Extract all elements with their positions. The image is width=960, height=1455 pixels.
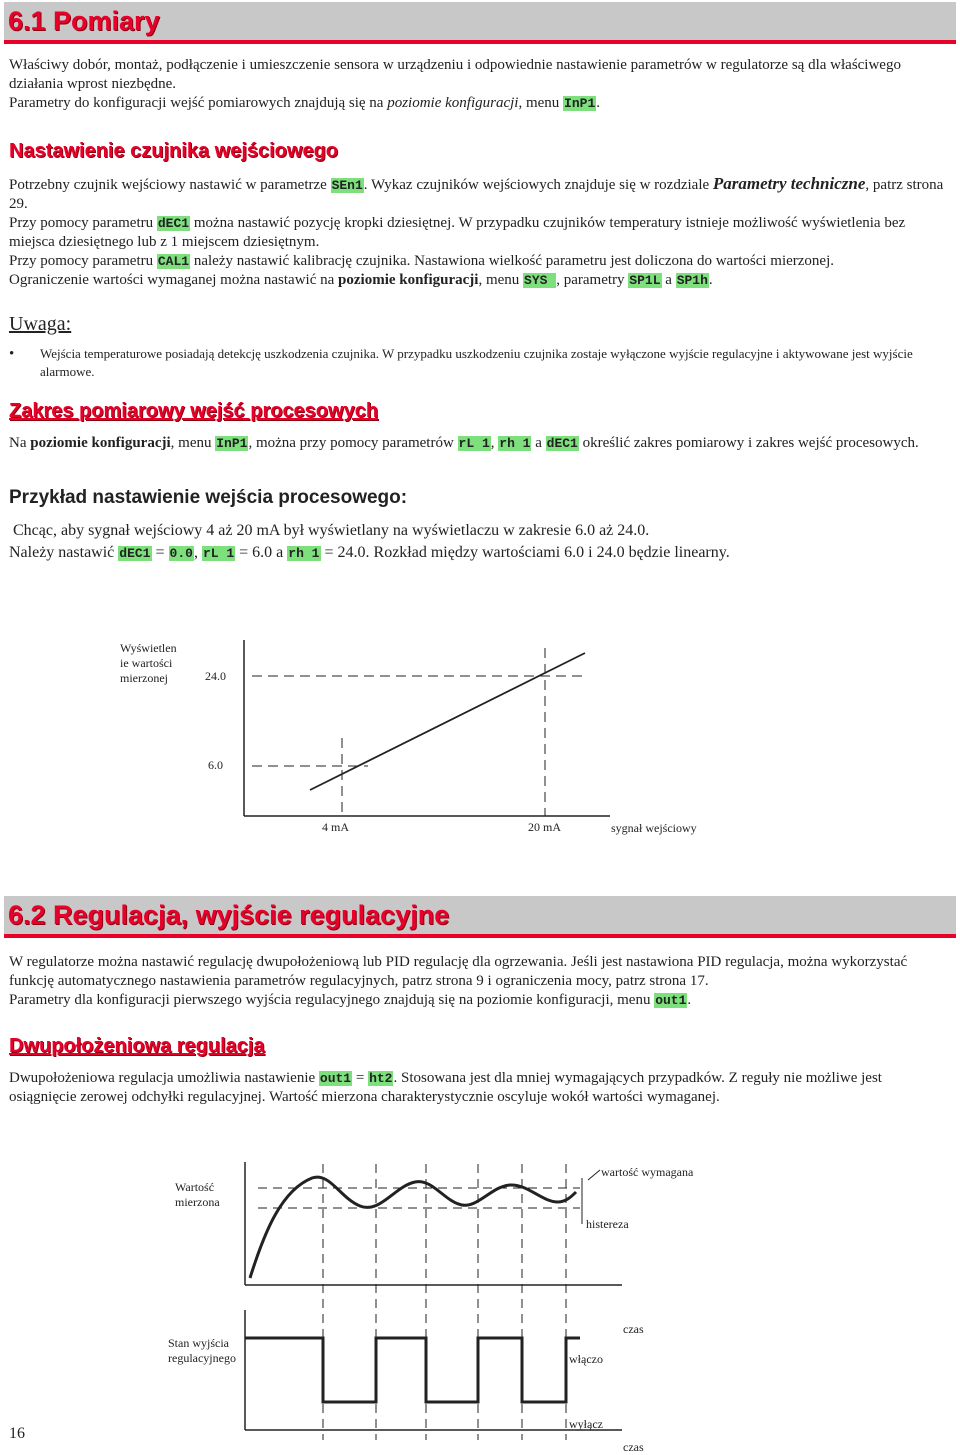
regulation-text: W regulatorze można nastawić regulację dwupołożeniową lub PID regulację dla ogrzewania. Jeśli jest nastawiona PID regulacja, można wykorzystać funkcję automatycznego nastawienia parametrów regulacyjnych, patrz strona 9 i ograniczenia mocy, patrz strona 17. [9,954,908,989]
sensor-text: , patrz strona 29. [9,177,944,212]
x-tick-low: 4 mA [322,820,349,834]
regulation-text: . [687,992,692,1008]
example-text: Chcąc, aby sygnał wejściowy 4 aż 20 mA był wyświetlany na wyświetlaczu w zakresie 6.0 aż 24.0. [13,522,650,539]
example-heading: Przykład nastawienie wejścia procesowego: [9,487,408,508]
param-code: rL 1 [202,546,235,561]
process-heading: Zakres pomiarowy wejść procesowych [9,400,379,422]
setpoint-label: wartość wymagana [601,1165,694,1179]
bullet-icon: • [9,346,15,362]
output-state-signal [245,1338,580,1402]
example-text: Należy nastawić [9,544,119,561]
intro-text-3: , menu [518,95,564,111]
example-text: = [151,544,169,561]
param-code: SYS [524,273,556,288]
example-text: = 24.0. Rozkład między wartościami 6.0 i 24.0 będzie linearny. [320,544,730,561]
sensor-text: Przy pomocy parametru [9,253,157,269]
process-text: , można przy pomocy parametrów [248,435,458,451]
measured-value-curve [250,1177,576,1278]
param-code: InP1 [216,436,248,451]
sensor-text: , parametry [556,272,629,288]
sensor-text: . [708,272,713,288]
config-level-term: poziomie konfiguracji [338,272,479,288]
y-tick-high: 24.0 [205,669,226,683]
x-tick-high: 20 mA [528,820,561,834]
sensor-text: Przy pomocy parametru [9,215,157,231]
process-text: określić zakres pomiarowy i zakres wejść procesowych. [578,435,919,451]
param-code: dEC1 [157,216,190,231]
process-text: , [490,435,499,451]
note-text: Wejścia temperaturowe posiadają detekcję uszkodzenia czujnika. W przypadku uszkodzeniu czujnika zostaje wyłączone wyjście regulacyjne i aktywowane jest wyjście alarmowe. [40,346,913,379]
param-code: out1 [655,993,687,1008]
sensor-heading: Nastawienie czujnika wejściowego [9,140,339,162]
onoff-text: = [352,1070,369,1086]
setpoint-pointer [588,1170,600,1180]
time-label-upper: czas [623,1322,644,1336]
intro-paragraph [9,56,953,113]
section-title-bar [4,2,956,44]
param-code: dEC1 [119,546,151,561]
param-code: SEn1 [331,178,363,193]
chapter-reference: Parametry techniczne [712,174,866,193]
regulation-text: Parametry dla konfiguracji pierwszego wyjścia regulacyjnego znajdują się na poziomie konfiguracji, menu [9,992,655,1008]
on-label: włączo [569,1352,603,1366]
param-code: rh 1 [288,546,320,561]
sensor-text: Ograniczenie wartości wymaganej można nastawić na [9,272,339,288]
process-paragraph [9,434,953,453]
param-value: ht2 [369,1071,393,1086]
sensor-text: można nastawić pozycję kropki dziesiętnej. W przypadku czujników temperatury istnieje możliwość wyświetlenia bez miejsca dziesiętnego lub z 1 miejscem dziesiętnym. [9,215,906,250]
sensor-paragraph [9,174,953,290]
onoff-heading: Dwupołożeniowa regulacja [9,1035,265,1057]
section-title: 6.1 Pomiary [8,6,160,36]
example-text: = 6.0 a [235,544,288,561]
scaling-line [310,653,585,790]
regulation-paragraph [9,953,953,1010]
param-code: rh 1 [499,436,531,451]
param-code: SP1L [629,273,661,288]
sensor-text: należy nastawić kalibrację czujnika. Nastawiona wielkość parametru jest doliczona do wartości mierzonej. [190,253,835,269]
intro-text: Właściwy dobór, montaż, podłączenie i umieszczenie sensora w urządzeniu i odpowiednie nastawienie parametrów w regulatorze są dla właściwego działania wprost niezbędne. [9,57,901,92]
config-level-term: poziomie konfiguracji [30,435,171,451]
param-code: InP1 [564,96,596,111]
sensor-text: a [661,272,676,288]
time-label-lower: czas [623,1440,644,1454]
config-level-term: poziomie konfiguracji [387,95,519,111]
output-state-label: Stan wyjścia regulacyjnego [168,1336,236,1365]
onoff-text: Dwupołożeniowa regulacja umożliwia nastawienie [9,1070,319,1086]
param-code: CAL1 [157,254,190,269]
param-code: SP1h [676,273,708,288]
sensor-text: . Wykaz czujników wejściowych znajduje się w rozdziale [363,177,713,193]
sensor-text: Potrzebny czujnik wejściowy nastawić w parametrze [9,177,331,193]
onoff-text: . Stosowana jest dla mniej wymagających przypadków. Z reguły nie możliwe jest osiągnięcie zerowej odchyłki regulacyjnej. Wartość mierzona charakterystycznie oscyluje wokół wartości wymaganej. [9,1070,882,1105]
process-text: Na [9,435,31,451]
intro-text-2: Parametry do konfiguracji wejść pomiarowych znajdują się na [9,95,388,111]
y-tick-low: 6.0 [208,758,223,772]
param-value: 0.0 [169,546,193,561]
intro-text-4: . [596,95,601,111]
param-code: rL 1 [458,436,490,451]
example-text: , [193,544,202,561]
section-title: 6.2 Regulacja, wyjście regulacyjne [8,900,450,930]
onoff-paragraph [9,1069,953,1107]
measured-value-label: Wartość mierzona [175,1180,220,1209]
off-label: wyłącz [569,1417,603,1431]
y-axis-label: Wyświetlen ie wartości mierzonej [120,641,177,685]
note-bullet [9,345,953,381]
sensor-text: , menu [478,272,524,288]
param-code: out1 [319,1071,352,1086]
process-text: a [531,435,546,451]
x-axis-label: sygnał wejściowy [611,821,697,835]
example-paragraph [9,520,953,565]
page-number: 16 [9,1425,25,1442]
hysteresis-label: histereza [586,1217,629,1231]
onoff-diagram [0,1140,960,1453]
param-code: dEC1 [546,436,578,451]
note-heading: Uwaga: [9,313,72,335]
section-title-bar [4,896,956,938]
process-text: , menu [170,435,216,451]
